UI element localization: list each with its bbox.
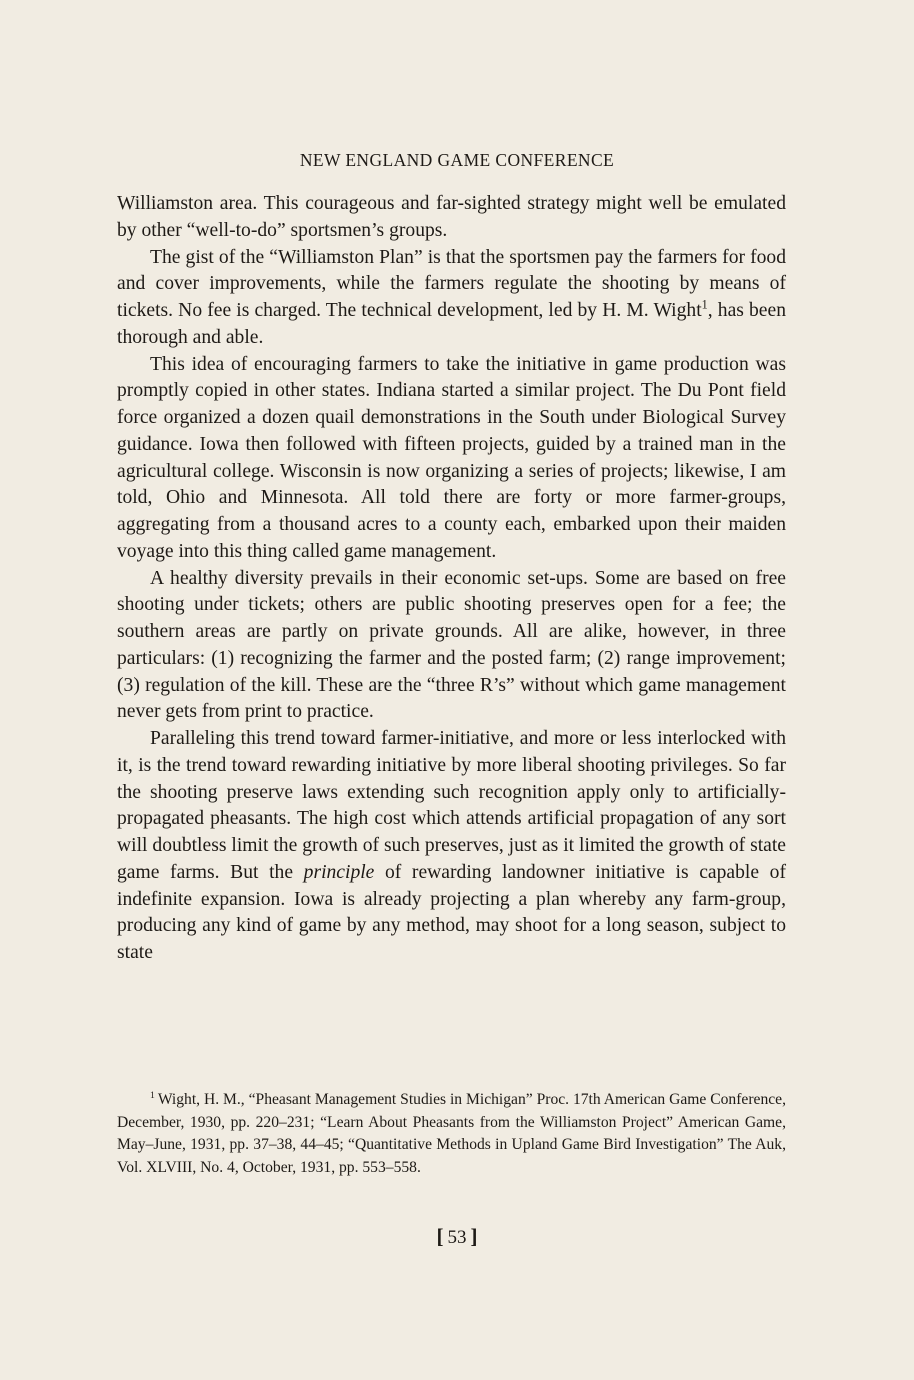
paragraph-text: Williamston area. This courageous and far-sighted strategy might well be emulated by other “well-to-do” sportsmen’s groups.	[117, 193, 786, 241]
folio-number: 53	[447, 1227, 467, 1248]
footnote-marker: 1	[150, 1089, 155, 1101]
paragraph-text: Paralleling this trend toward farmer-initiative, and more or less interlocked with it, is the trend toward rewarding initiative by more liberal shooting privileges. So far the shooting preserve laws extending such recognition apply only to artificially-propagated pheasants. The high cost which attends artificial propagation of any sort will doubtless limit the growth of such preserves, just as it limited the growth of state game farms. But the	[117, 728, 786, 883]
paragraph	[117, 245, 786, 352]
paragraph	[117, 726, 786, 967]
paragraph	[117, 352, 786, 566]
folio-bracket-open: [	[436, 1224, 444, 1248]
paragraph-text: of rewarding landowner initiative is capable of indefinite expansion. Iowa is already projecting a plan whereby any farm-group, producing any kind of game by any method, may shoot for a long season, subject to state	[117, 861, 786, 963]
footnotes	[117, 1089, 786, 1179]
footnote	[117, 1089, 786, 1179]
body-text	[117, 191, 786, 967]
paragraph-text: This idea of encouraging farmers to take the initiative in game production was promptly copied in other states. Indiana started a similar project. The Du Pont field force organized a dozen quail demonstrations in the South under Biological Survey guidance. Iowa then followed with fifteen projects, guided by a trained man in the agricultural college. Wisconsin is now organizing a series of projects; likewise, I am told, Ohio and Minnesota. All told there are forty or more farmer-groups, aggregating from a thousand acres to a county each, embarked upon their maiden voyage into this thing called game management.	[117, 353, 786, 562]
footnote-reference: 1	[701, 297, 708, 312]
emphasis: principle	[303, 861, 375, 883]
paragraph-text: The gist of the “Williamston Plan” is that the sportsmen pay the farmers for food and cover improvements, while the farmers regulate the shooting by means of tickets. No fee is charged. The technical development, led by H. M. Wight	[117, 246, 786, 321]
running-head: NEW ENGLAND GAME CONFERENCE	[299, 150, 615, 170]
page-number	[0, 1224, 914, 1249]
folio-bracket-close: ]	[470, 1224, 478, 1248]
paragraph	[117, 191, 786, 245]
paragraph-text: A healthy diversity prevails in their economic set-ups. Some are based on free shooting under tickets; others are public shooting preserves open for a fee; the southern areas are partly on private grounds. All are alike, however, in three particulars: (1) recognizing the farmer and the posted farm; (2) range improvement; (3) regulation of the kill. These are the “three R’s” without which game management never gets from print to practice.	[117, 567, 786, 723]
footnote-text: Wight, H. M., “Pheasant Management Studies in Michigan” Proc. 17th American Game Conference, December, 1930, pp. 220–231; “Learn About Pheasants from the Williamston Project” American Game, May–June, 1931, pp. 37–38, 44–45; “Quantitative Methods in Upland Game Bird Investigation” The Auk, Vol. XLVIII, No. 4, October, 1931, pp. 553–558.	[117, 1091, 786, 1176]
paragraph-text: , has been thorough and able.	[117, 300, 786, 348]
paragraph	[117, 566, 786, 727]
